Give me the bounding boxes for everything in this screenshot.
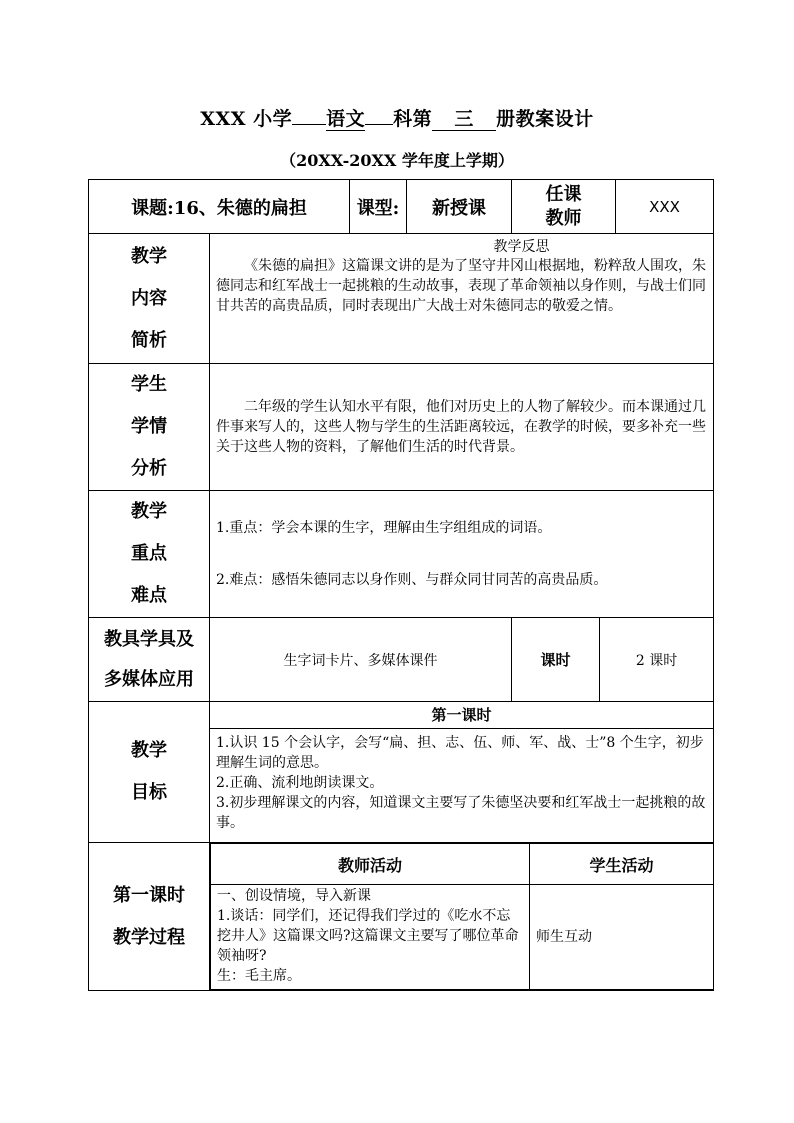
goal-1: 1.认识 15 个会认字，会写“扁、担、志、伍、师、军、战、士”8 个生字，初步理解生词的意思。: [216, 735, 704, 771]
title-tail: 册教案设计: [496, 108, 594, 130]
step-text: 1.谈话：同学们，还记得我们学过的《吃水不忘挖井人》这篇课文吗?这篇课文主要写了哪位革命领袖呀?: [217, 908, 519, 964]
goal-3: 3.初步理解课文的内容，知道课文主要写了朱德坚决要和红军战士一起挑粮的故事。: [216, 795, 706, 831]
teacher-activity: [211, 885, 530, 990]
row-process: [89, 843, 714, 991]
student-activity-heading: 学生活动: [530, 844, 714, 885]
reflection-label: 教学反思: [493, 239, 550, 255]
teacher-activity-heading: 教师活动: [211, 844, 530, 885]
difficult-point: 2.难点：感悟朱德同志以身作则、与群众同甘同苦的高贵品质。: [216, 572, 608, 588]
title-blank-1: [292, 124, 326, 125]
row-lesson: [89, 180, 714, 234]
title-volume: 三: [432, 108, 496, 131]
content-label: 教学 内容 简析: [89, 234, 210, 364]
document-title: [0, 104, 794, 131]
key-point: 1.重点：学会本课的生字，理解由生字组组成的词语。: [216, 520, 552, 536]
tools-value: 生字词卡片、多媒体课件: [210, 618, 512, 702]
row-tools: [89, 618, 714, 702]
lesson-type-label: 课型:: [350, 180, 407, 234]
row-students: [89, 364, 714, 491]
goals-cell: [210, 702, 714, 843]
goal-2: 2.正确、流利地朗读课文。: [216, 775, 384, 791]
process-cell: [210, 843, 714, 991]
keypoints-cell: [210, 491, 714, 618]
lesson-type-value: 新授课: [407, 180, 512, 234]
lesson-plan-table: [88, 179, 714, 991]
tools-label: 教具学具及 多媒体应用: [89, 618, 210, 702]
students-cell: [210, 364, 714, 491]
students-text: 二年级的学生认知水平有限，他们对历史上的人物了解较少。而本课通过几件事来写人的，这些人物与学生的生活距离较远，在教学的时候，要多补充一些关于这些人物的资料，了解他们生活的时代背景。: [216, 399, 706, 455]
row-goals: [89, 702, 714, 843]
title-subject: 语文: [326, 108, 366, 130]
row-content: [89, 234, 714, 364]
row-keypoints: [89, 491, 714, 618]
document-subtitle: （20XX-20XX 学年度上学期）: [280, 151, 514, 170]
lesson-topic: 课题:16、朱德的扁担: [89, 180, 350, 234]
goals-label: 教学 目标: [89, 702, 210, 843]
hours-value: 2 课时: [600, 618, 714, 702]
content-text: 《朱德的扁担》这篇课文讲的是为了坚守井冈山根据地，粉粹敌人围攻，朱德同志和红军战士一起挑粮的生动故事，表现了革命领袖以身作则，与战士们同甘共苦的高贵品质，同时表现出广大战士对朱德同志的敬爱之情。: [216, 258, 706, 314]
students-label: 学生 学情 分析: [89, 364, 210, 491]
process-label: 第一课时 教学过程: [89, 843, 210, 991]
step-title: 一、创设情境，导入新课: [217, 888, 371, 904]
student-answer: 生：毛主席。: [217, 968, 301, 984]
title-ke: 科第: [393, 108, 433, 130]
teacher-value: XXX: [616, 180, 714, 234]
title-blank-2: [365, 124, 393, 125]
keypoints-label: 教学 重点 难点: [89, 491, 210, 618]
hours-label: 课时: [512, 618, 600, 702]
content-cell: [210, 234, 714, 364]
student-activity: 师生互动: [530, 885, 714, 990]
process-inner-table: [210, 843, 714, 990]
teacher-label: 任课 教师: [512, 180, 616, 234]
title-school: XXX 小学: [200, 108, 293, 130]
goals-heading: 第一课时: [210, 702, 713, 729]
